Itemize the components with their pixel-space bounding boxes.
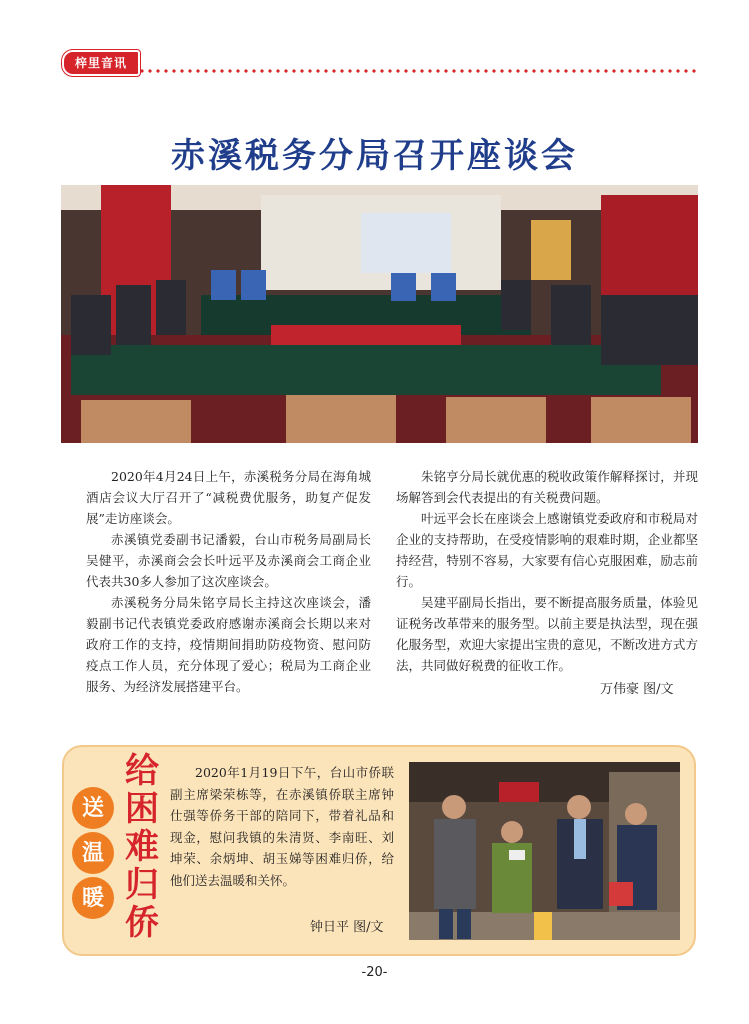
circle-char: 送	[72, 787, 114, 829]
paragraph: 2020年1月19日下午，台山市侨联副主席梁荣栋等，在赤溪镇侨联主席钟仕强等侨务干部的陪同下，带着礼品和现金，慰问我镇的朱清贤、李南旺、刘坤荣、余炳坤、胡玉娣等困难归侨，给他们送去温暖和关怀。	[170, 765, 394, 888]
paragraph: 2020年4月24日上午，赤溪税务分局在海角城酒店会议大厅召开了“减税费优服务，助复产促发展”走访座谈会。	[86, 469, 371, 526]
title-char: 难	[125, 827, 159, 867]
meeting-photo	[61, 185, 698, 443]
article-title: 赤溪税务分局召开座谈会	[171, 136, 578, 176]
visit-photo	[409, 762, 680, 940]
paragraph: 叶远平会长在座谈会上感谢镇党委政府和市税局对企业的支持帮助，在受疫情影响的艰难时期，企业都坚持经营，特别不容易，大家要有信心克服困难，励志前行。	[396, 511, 698, 589]
feature-title	[121, 752, 163, 942]
paragraph: 赤溪镇党委副书记潘毅，台山市税务局副局长吴健平，赤溪商会会长叶远平及赤溪商会工商企业代表共30多人参加了这次座谈会。	[86, 532, 371, 589]
title-char: 归	[125, 865, 159, 905]
article-column-right	[396, 466, 698, 676]
title-char: 侨	[125, 903, 159, 943]
paragraph: 吴建平副局长指出，要不断提高服务质量，体验见证税务改革带来的服务型。以前主要是执法型，现在强化服务型，欢迎大家提出宝贵的意见，不断改进方式方法，共同做好税费的征收工作。	[396, 595, 698, 673]
title-char: 困	[125, 789, 159, 829]
byline: 钟日平 图/文	[310, 920, 384, 935]
title-char: 给	[125, 751, 159, 791]
page-number: -20-	[361, 965, 388, 980]
paragraph: 赤溪税务分局朱铭亨局长主持这次座谈会，潘毅副书记代表镇党委政府感谢赤溪商会长期以来对政府工作的支持，疫情期间捐助防疫物资、慰问防疫点工作人员，充分体现了爱心；税局为工商企业服务、为经济发展搭建平台。	[86, 595, 371, 694]
circle-heading	[72, 787, 118, 922]
dotted-divider	[138, 68, 698, 74]
article-column-left	[86, 466, 371, 697]
feature-text	[170, 762, 394, 891]
byline: 万伟豪 图/文	[600, 682, 674, 697]
paragraph: 朱铭亨分局长就优惠的税收政策作解释探讨，并现场解答到会代表提出的有关税费问题。	[396, 469, 698, 505]
section-tag: 梓里音讯	[62, 50, 140, 76]
circle-char: 温	[72, 832, 114, 874]
circle-char: 暖	[72, 877, 114, 919]
